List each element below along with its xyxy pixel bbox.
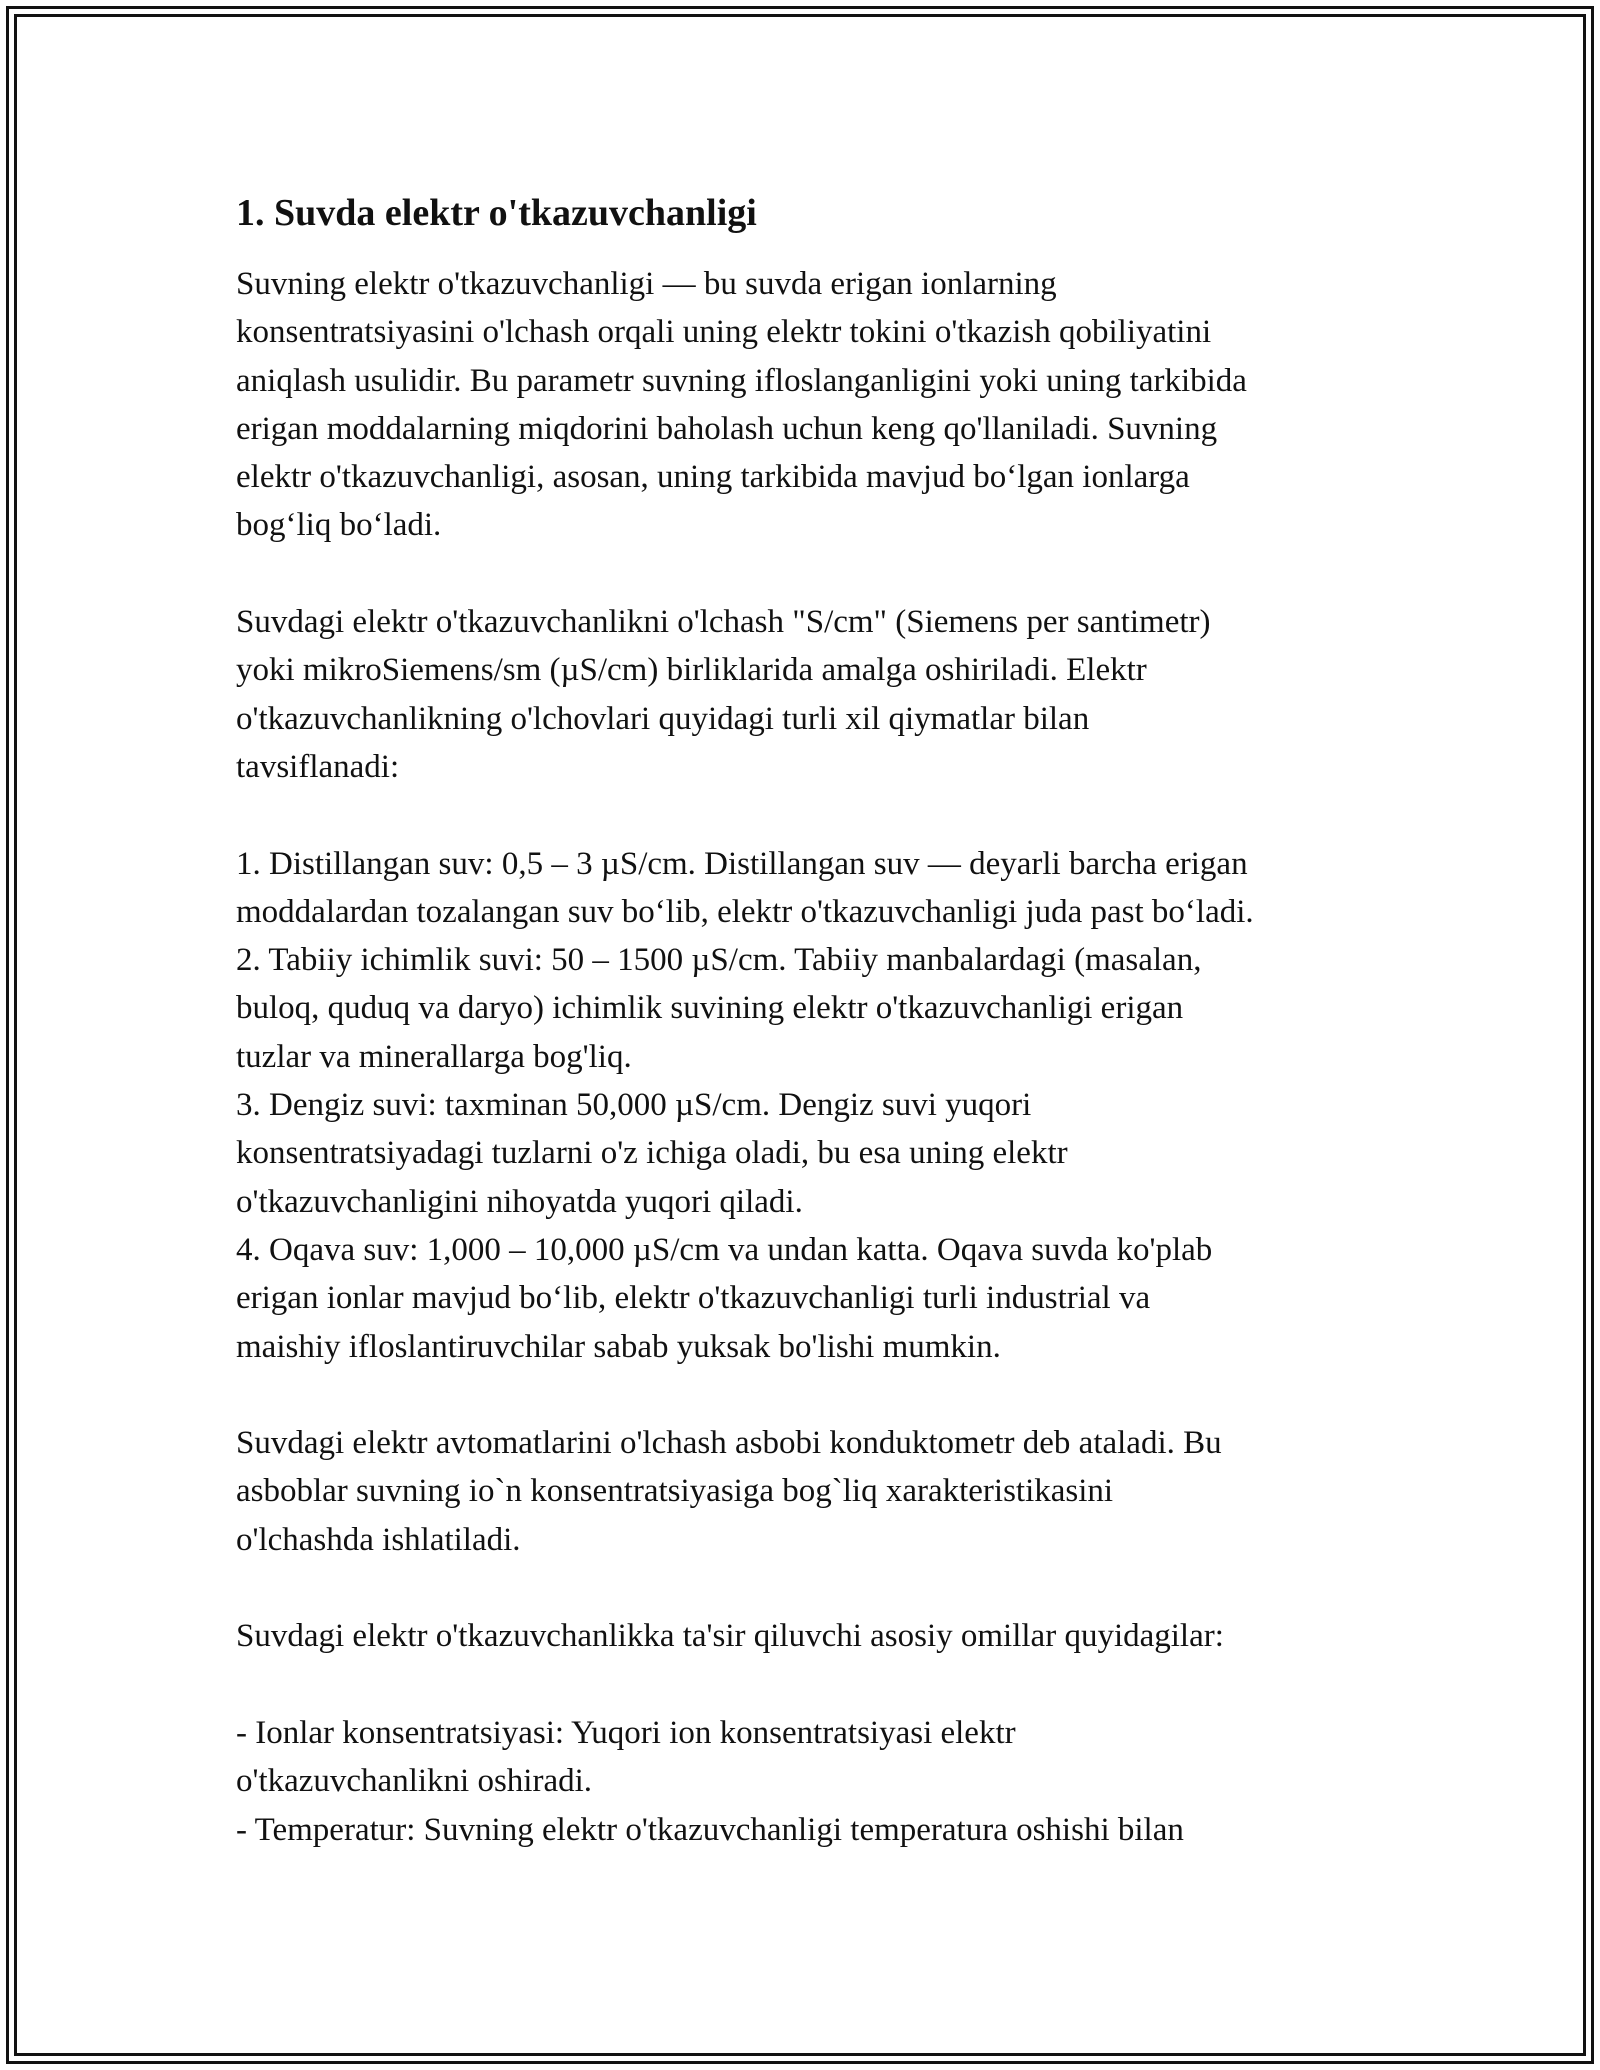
section-title: 1. Suvda elektr o'tkazuvchanligi (236, 192, 757, 234)
text-line: konsentratsiyasini o'lchash orqali uning elektr tokini o'tkazish qobiliyatini (236, 314, 1212, 351)
text-line: tuzlar va minerallarga bog'liq. (236, 1038, 632, 1075)
list-factors (236, 1709, 1416, 1854)
paragraph-gap (236, 1371, 1416, 1419)
list-water-types (236, 840, 1416, 1371)
text-line: o'tkazuvchanligini nihoyatda yuqori qiladi. (236, 1183, 803, 1220)
document-page (236, 186, 1416, 1854)
paragraph-factors-intro (236, 1612, 1416, 1660)
text-line: o'tkazuvchanlikni oshiradi. (236, 1763, 593, 1800)
text-line: erigan moddalarning miqdorini baholash uchun keng qo'llaniladi. Suvning (236, 410, 1218, 447)
list-item-distilled: 1. Distillangan suv: 0,5 – 3 µS/cm. Distillangan suv — deyarli barcha erigan (236, 845, 1248, 882)
list-item-wastewater: 4. Oqava suv: 1,000 – 10,000 µS/cm va undan katta. Oqava suvda ko'plab (236, 1231, 1213, 1268)
text-line: konsentratsiyadagi tuzlarni o'z ichiga oladi, bu esa uning elektr (236, 1135, 1068, 1172)
text-line: yoki mikroSiemens/sm (µS/cm) birliklarida amalga oshiriladi. Elektr (236, 652, 1147, 689)
text-line: o'lchashda ishlatiladi. (236, 1521, 521, 1558)
text-line: bog‘liq bo‘ladi. (236, 507, 442, 544)
text-line: Suvdagi elektr o'tkazuvchanlikka ta'sir qiluvchi asosiy omillar quyidagilar: (236, 1618, 1224, 1655)
text-line: aniqlash usulidir. Bu parametr suvning ifloslanganligini yoki uning tarkibida (236, 362, 1247, 399)
paragraph-gap (236, 1661, 1416, 1709)
paragraph-intro (236, 260, 1416, 550)
paragraph-conductometer (236, 1419, 1416, 1564)
list-item-ion-concentration: - Ionlar konsentratsiyasi: Yuqori ion konsentratsiyasi elektr (236, 1714, 1016, 1751)
text-line: Suvdagi elektr o'tkazuvchanlikni o'lchash "S/cm" (Siemens per santimetr) (236, 604, 1211, 641)
paragraph-units (236, 598, 1416, 791)
text-line: erigan ionlar mavjud bo‘lib, elektr o'tkazuvchanligi turli industrial va (236, 1280, 1151, 1317)
paragraph-gap (236, 1564, 1416, 1612)
text-line: buloq, quduq va daryo) ichimlik suvining elektr o'tkazuvchanligi erigan (236, 990, 1184, 1027)
text-line: Suvdagi elektr avtomatlarini o'lchash asbobi konduktometr deb ataladi. Bu (236, 1425, 1222, 1462)
list-item-drinking: 2. Tabiiy ichimlik suvi: 50 – 1500 µS/cm. Tabiiy manbalardagi (masalan, (236, 942, 1202, 979)
paragraph-gap (236, 550, 1416, 598)
text-line: asboblar suvning io`n konsentratsiyasiga bog`liq xarakteristikasini (236, 1473, 1114, 1510)
text-line: o'tkazuvchanlikning o'lchovlari quyidagi turli xil qiymatlar bilan (236, 700, 1090, 737)
text-line: Suvning elektr o'tkazuvchanligi — bu suvda erigan ionlarning (236, 266, 1057, 302)
list-item-temperature: - Temperatur: Suvning elektr o'tkazuvchanligi temperatura oshishi bilan (236, 1811, 1184, 1848)
list-item-sea: 3. Dengiz suvi: taxminan 50,000 µS/cm. Dengiz suvi yuqori (236, 1087, 1032, 1124)
text-line: moddalardan tozalangan suv bo‘lib, elektr o'tkazuvchanligi juda past bo‘ladi. (236, 893, 1254, 930)
text-line: maishiy ifloslantiruvchilar sabab yuksak bo'lishi mumkin. (236, 1328, 1001, 1365)
text-line: tavsiflanadi: (236, 748, 400, 785)
text-line: elektr o'tkazuvchanligi, asosan, uning tarkibida mavjud bo‘lgan ionlarga (236, 459, 1190, 496)
paragraph-gap (236, 791, 1416, 839)
document-body (236, 260, 1416, 1854)
